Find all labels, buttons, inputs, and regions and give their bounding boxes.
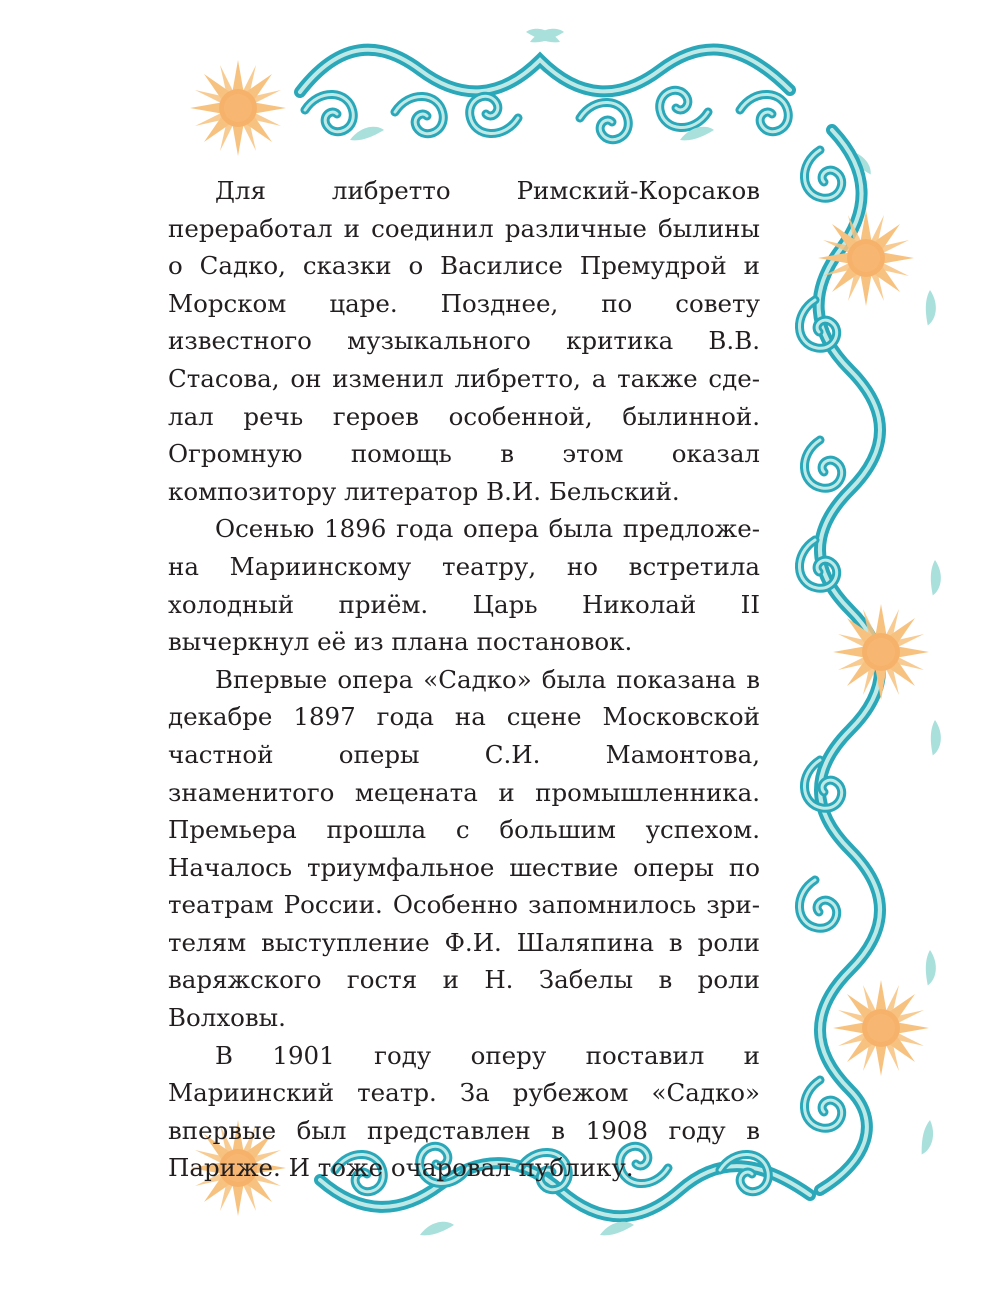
- body-text: [168, 172, 760, 1187]
- paragraph: Для либретто Римский-Корсаков переработал и соединил различные былины о Садко, сказки о Василисе Премудрой и Морском царе. Позднее, по совету известного музыкального критика В.В. Стасова, он изменил либретто, а также сделал речь героев особенной, былинной. Огромную помощь в этом оказал композитору литератор В.И. Бельский.: [168, 176, 760, 506]
- paragraph: В 1901 году оперу поставил и Мариинский театр. За рубежом «Садко» впервые был представлен в 1908 году в Париже. И тоже очаровал публику.: [168, 1040, 760, 1183]
- sun-icon: [190, 60, 286, 156]
- sun-icon: [833, 604, 929, 700]
- paragraph: Впервые опера «Садко» была показана в декабре 1897 года на сцене Московской частной оперы С.И. Мамонтова, знаменитого мецената и промышленника. Премьера прошла с большим успехом. Началось триумфальное шествие оперы по театрам России. Особенно запомнилось зрителям выступление Ф.И. Шаляпина в роли варяжского гостя и Н. Забелы в роли Волховы.: [168, 664, 760, 1033]
- sun-icon: [833, 980, 929, 1076]
- top-swirl-border: [300, 29, 873, 180]
- sun-icon: [818, 210, 914, 306]
- paragraph: Осенью 1896 года опера была предложена Мариинскому театру, но встретила холодный приём. Царь Николай II вычеркнул её из плана постановок.: [168, 514, 760, 657]
